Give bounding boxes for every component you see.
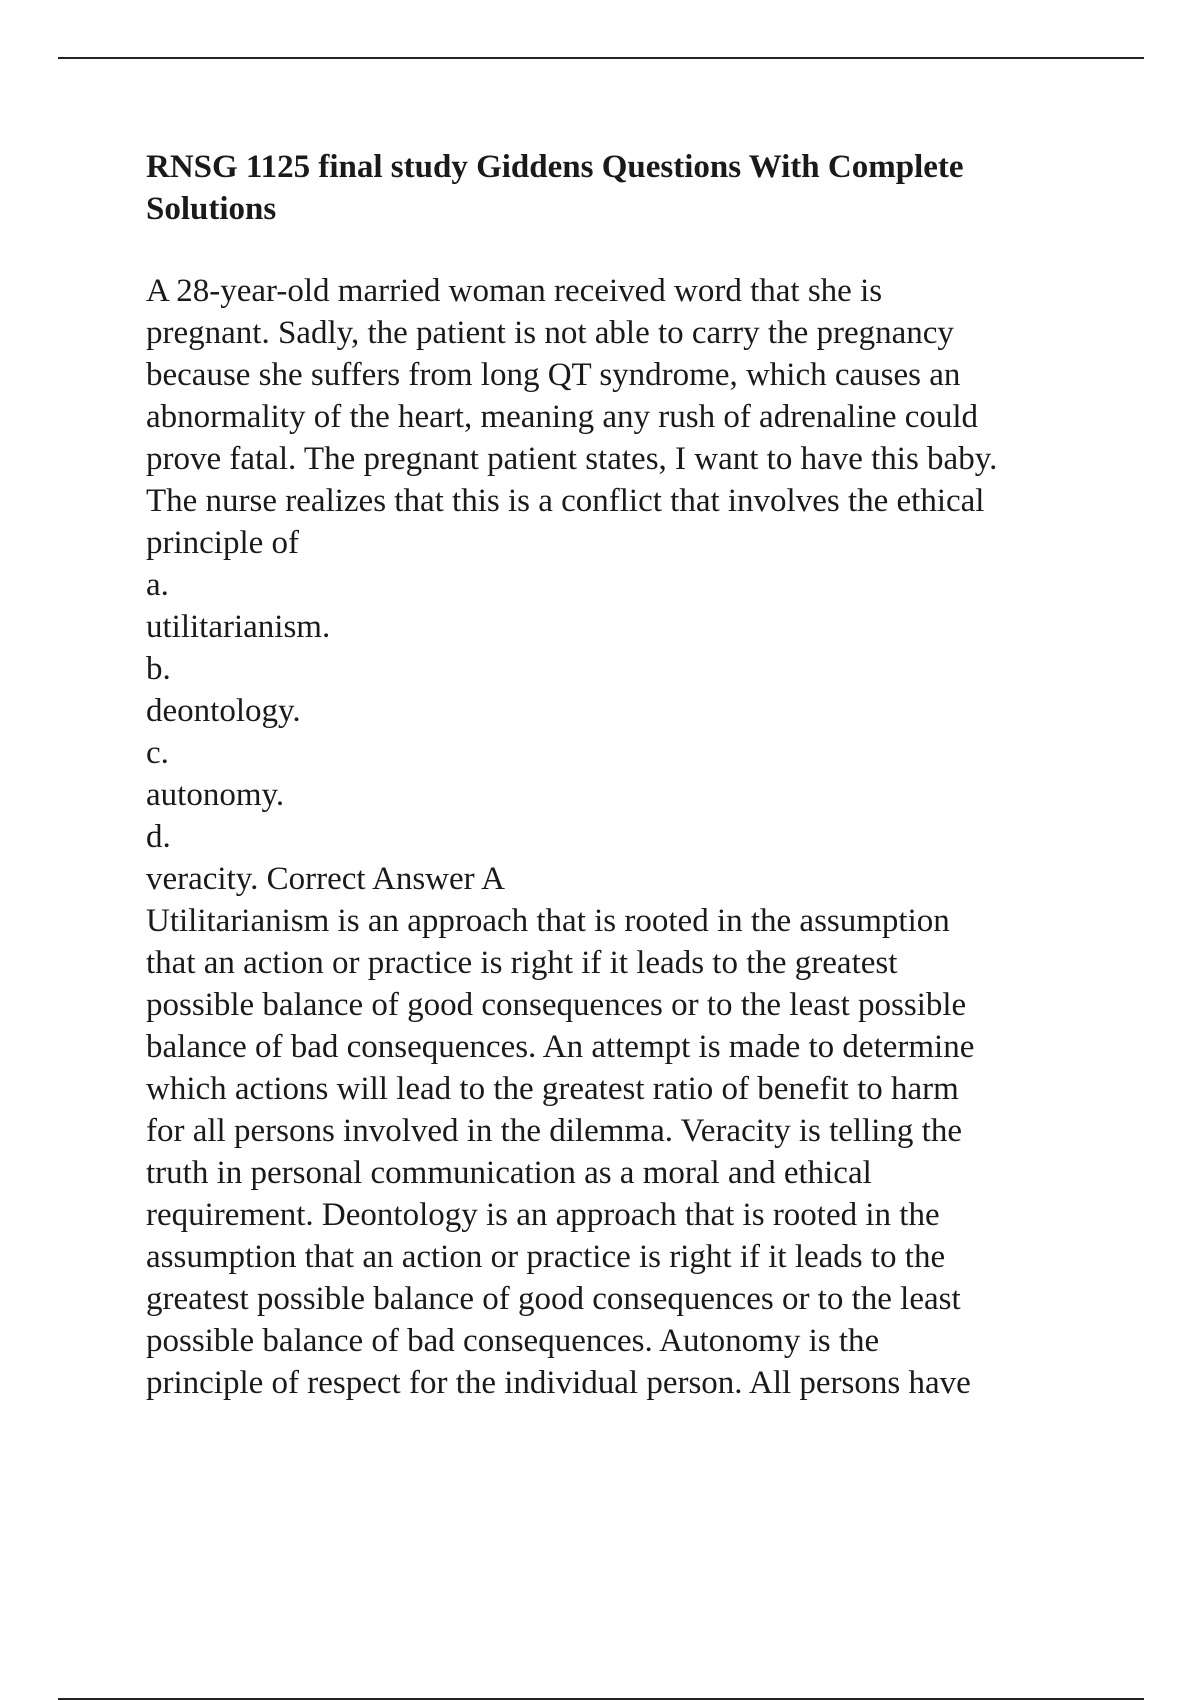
rationale xyxy=(146,900,1106,1404)
rationale-line: principle of respect for the individual person. All persons have xyxy=(146,1365,971,1401)
question-line: because she suffers from long QT syndrome, which causes an xyxy=(146,357,961,393)
question-block xyxy=(146,270,1106,1404)
rationale-line: possible balance of good consequences or to the least possible xyxy=(146,987,967,1023)
rationale-line: balance of bad consequences. An attempt is made to determine xyxy=(146,1029,975,1065)
question-line: prove fatal. The pregnant patient states, I want to have this baby. xyxy=(146,441,998,477)
document-page xyxy=(146,146,1106,1404)
rationale-line: which actions will lead to the greatest ratio of benefit to harm xyxy=(146,1071,959,1107)
document-title xyxy=(146,146,1106,230)
option-text: utilitarianism. xyxy=(146,609,331,645)
header-rule xyxy=(58,57,1144,59)
rationale-line: assumption that an action or practice is right if it leads to the xyxy=(146,1239,946,1275)
question-line: The nurse realizes that this is a conflict that involves the ethical xyxy=(146,483,985,519)
rationale-line: for all persons involved in the dilemma. Veracity is telling the xyxy=(146,1113,962,1149)
option-letter: c. xyxy=(146,735,169,771)
title-line: Solutions xyxy=(146,191,277,227)
rationale-line: Utilitarianism is an approach that is rooted in the assumption xyxy=(146,903,950,939)
question-line: abnormality of the heart, meaning any rush of adrenaline could xyxy=(146,399,979,435)
option-letter: d. xyxy=(146,819,171,855)
option-letter: a. xyxy=(146,567,169,603)
rationale-line: greatest possible balance of good consequences or to the least xyxy=(146,1281,961,1317)
option-text: autonomy. xyxy=(146,777,285,813)
rationale-line: requirement. Deontology is an approach that is rooted in the xyxy=(146,1197,940,1233)
option-letter: b. xyxy=(146,651,171,687)
option-text-with-answer: veracity. Correct Answer A xyxy=(146,861,505,897)
option-text: deontology. xyxy=(146,693,301,729)
rationale-line: truth in personal communication as a moral and ethical xyxy=(146,1155,872,1191)
question-stem xyxy=(146,270,1106,564)
question-line: principle of xyxy=(146,525,300,561)
rationale-line: possible balance of bad consequences. Autonomy is the xyxy=(146,1323,880,1359)
question-line: A 28-year-old married woman received word that she is xyxy=(146,273,883,309)
title-line: RNSG 1125 final study Giddens Questions With Complete xyxy=(146,149,964,185)
answer-options xyxy=(146,564,1106,900)
question-line: pregnant. Sadly, the patient is not able to carry the pregnancy xyxy=(146,315,954,351)
rationale-line: that an action or practice is right if it leads to the greatest xyxy=(146,945,898,981)
